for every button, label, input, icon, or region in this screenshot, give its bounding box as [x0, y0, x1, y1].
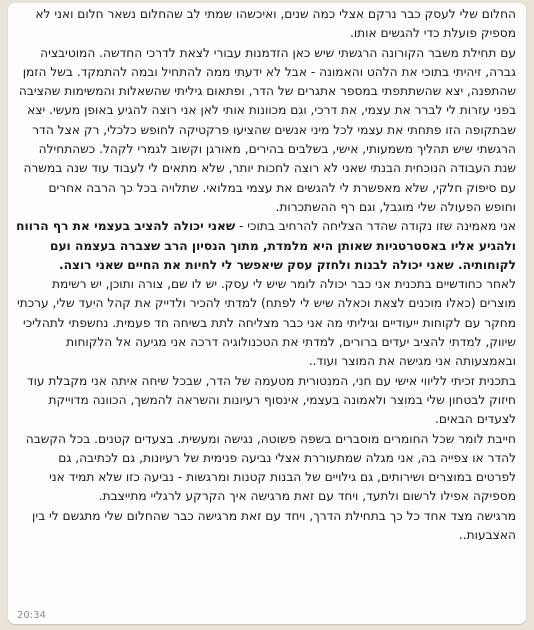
paragraph-1: החלום שלי לעסק כבר נרקם אצלי כמה שנים, ואיכשהו שמתי לב שהחלום נשאר חלום ואני לא מספיק פועלת כדי להגשים אותו.: [35, 7, 516, 41]
paragraph-7: מרגישה מצד אחד כל כך בתחילת הדרך, ויחד עם זאת מרגישה כבר שהחלום שלי מתגשם לי בין האצבעות..: [32, 508, 516, 543]
message-timestamp: 20:34: [17, 610, 46, 621]
message-bubble[interactable]: [8, 3, 526, 624]
message-text: [16, 5, 516, 545]
paragraph-5: בתכנית זכיתי לליווי אישי עם חני, המנטורית מטעמה של הדר, שבכל שיחה איתה אני מקבלת עוד חיזוק לבטחון שלי במוצר ולאמונה בעצמי, אינסוף רעיונות והשראה להמשך, הכוונה מדוייקת לצעדים הבאים.: [26, 373, 516, 427]
paragraph-3-intro: אני מאמינה שזו נקודה שהדר הצליחה להרחיב בתוכי -: [235, 219, 516, 234]
paragraph-2: עם תחילת משבר הקורונה הרגשתי שיש כאן הזדמנות עבורי לצאת לדרכי החדשה. המוטיבציה גברה, זיהיתי בתוכי את הלהט והאמונה - אבל לא ידעתי ממה להתחיל ובמה להתמקד. בשל הזמן שהתפנה, יצא שהשתתפתי במספר אתגרים של הדר, ופתאום גיליתי שהשאלות והמשימות שהציבה בפני עזרות לי לברר את עצמי, את דרכי, וגם מכוונות אותי לאן אני רוצה להגיע באופן מעשי. יצא שבתקופה הזו פתחתי את עצמי לכל מיני אנשים שהציעו פרקטיקה לחופש כלכלי, רק אצל הדר הרגשתי שיש תהליך משמעותי, אישי, בשלבים בהירים, מאורגן וקשוב לגמרי לקהל. כשהתחילה שנת העבודה הנוכחית הבנתי שאני לא רוצה לחכות יותר, שלא מתאים לי לעבוד עוד שנה במשרה עם סיפוק חלקי, שלא מאפשרת לי להגשים את עצמי במלואי. שתלויה בכל כך הרבה אחרים וחופש הפעולה שלי מוגבל, וגם רף ההשתכרות.: [18, 45, 516, 214]
paragraph-3: [16, 217, 516, 275]
paragraph-6: חייבת לומר שכל החומרים מוסברים בשפה פשוטה, נגישה ומעשית. בצעדים קטנים. בכל הקשבה להדר או צפייה בה, אני מגלה שמתעוררת אצלי נביעה פנימית של רעיונות, גם לכתיבה, גם לפרטים במוצרים ושירותים, גם גילויים של הבנות קטנות ומרגשות - נביעה כזו שלא תמיד אני מספיקה אפילו לרשום ולתעד, ויחד עם זאת מרגישה איך הקרקע לרגליי מתייצבת.: [25, 431, 516, 504]
paragraph-4: לאחר כחודשיים בתכנית אני כבר יכולה לומר שיש לי עסק. יש לו שם, צורה ותוכן, יש רשימת מוצרים (כאלו מוכנים לצאת וכאלה שיש לי לפתח) למדתי להכיר ולדייק את קהל היעד שלי, ערכתי מחקר עם לקוחות ייעודיים וגיליתי מה אני כבר מצליחה לתת בשיחה חד פעמית. נחשפתי לתהליכי שיווק, למדתי להציב יעדים ברורים, למדתי את הטכנולוגיה דרכה אני מגיעה אל הלקוחות ובאמצעותה אני מגישה את המוצר ועוד..: [16, 277, 516, 369]
paragraph-3-bold: שאני יכולה להציב בעצמי את רף הרווח ולהגיע אליו באסטרטגיות שאותן היא מלמדת, מתוך הנסיון הרב שצברה בעצמה ועם לקוחותיה. שאני יכולה לבנות ולחזק עסק שיאפשר לי לחיות את החיים שאני רוצה.: [16, 219, 516, 272]
